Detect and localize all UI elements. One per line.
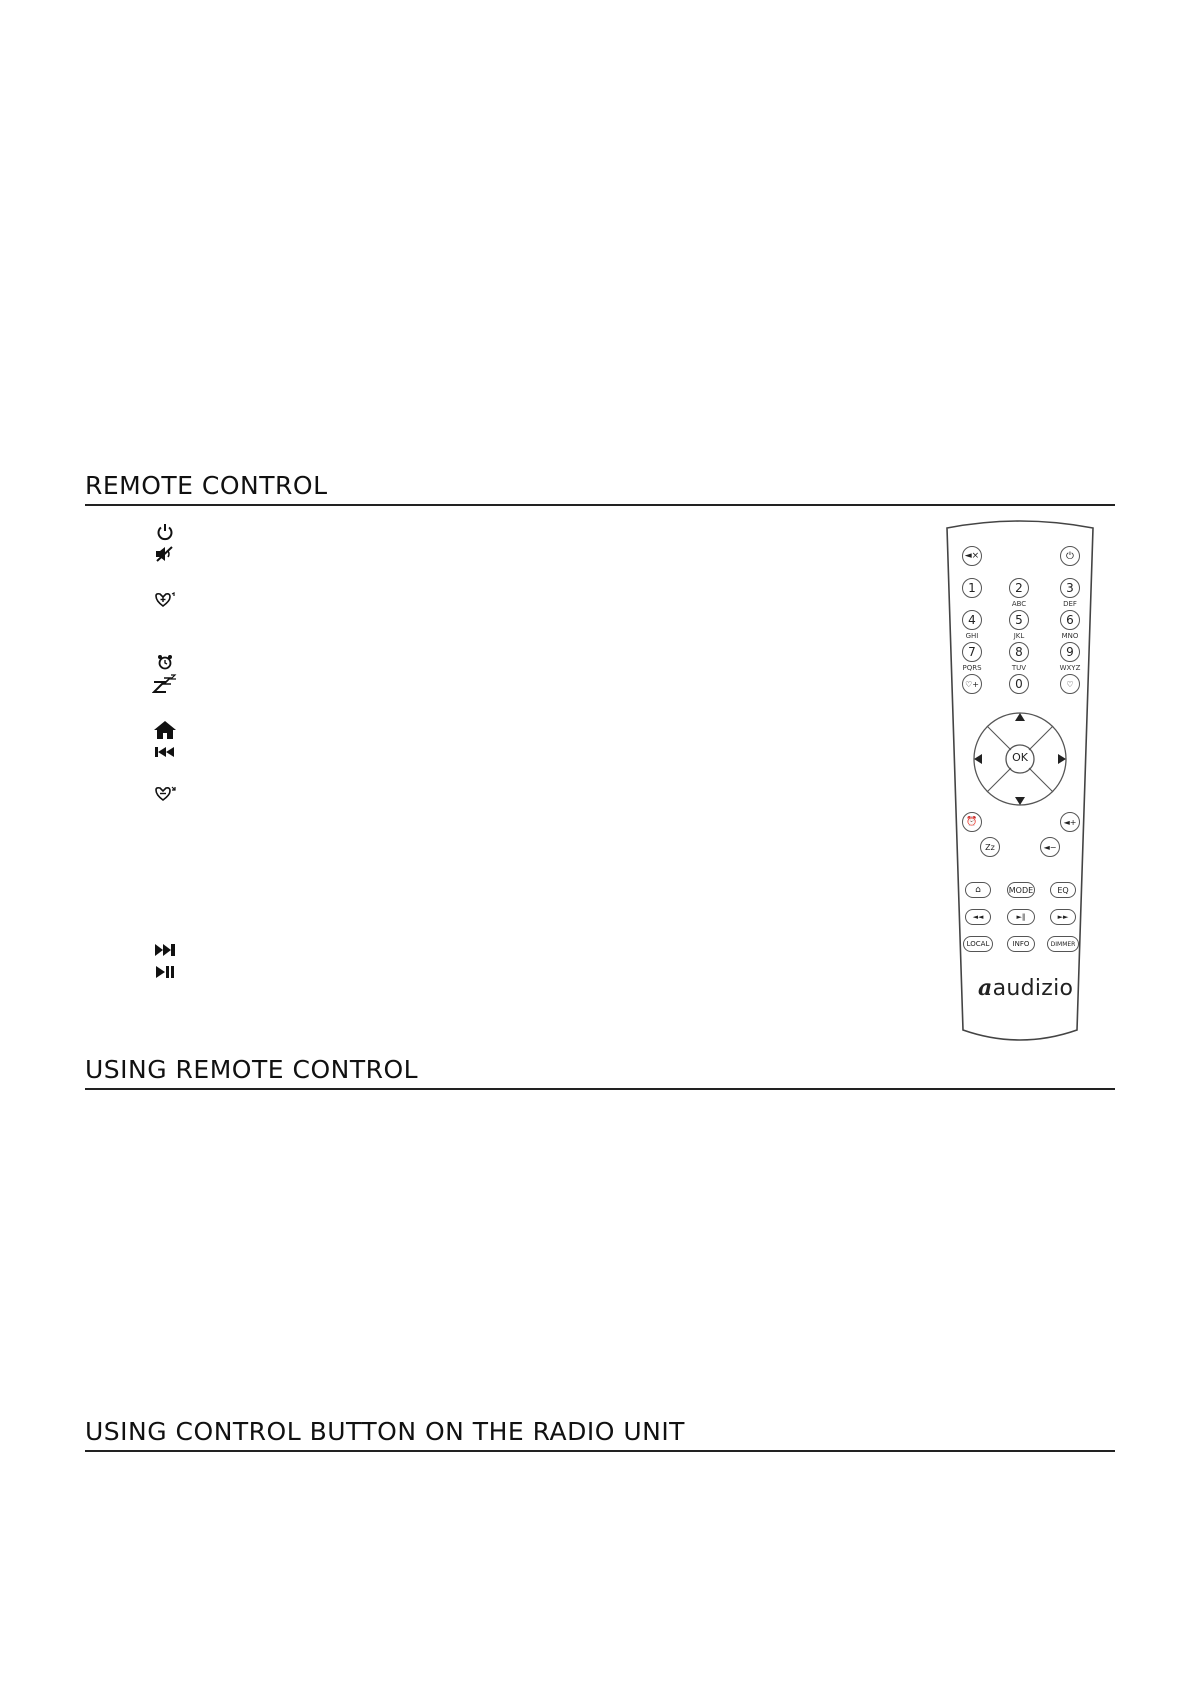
remote-letters-jkl: JKL bbox=[1013, 632, 1025, 640]
remote-sleep-button: Zz bbox=[980, 837, 1000, 857]
power-icon bbox=[150, 520, 180, 544]
remote-letters-pqrs: PQRS bbox=[962, 664, 982, 672]
remote-mode-button: MODE bbox=[1007, 882, 1035, 898]
remote-num-7: 7 bbox=[962, 642, 982, 662]
previous-icon bbox=[150, 740, 180, 764]
remote-num-6: 6 bbox=[1060, 610, 1080, 630]
remote-info-button: INFO bbox=[1007, 936, 1035, 952]
remote-num-8: 8 bbox=[1009, 642, 1029, 662]
remote-ok-label: OK bbox=[1012, 751, 1028, 764]
remote-dimmer-button: DIMMER bbox=[1047, 936, 1079, 952]
remote-volume-up-button: ◄+ bbox=[1060, 812, 1080, 832]
remote-letters-wxyz: WXYZ bbox=[1059, 664, 1081, 672]
remote-letters-tuv: TUV bbox=[1011, 664, 1027, 672]
remote-num-0: 0 bbox=[1009, 674, 1029, 694]
mute-icon bbox=[150, 542, 180, 566]
alarm-icon bbox=[150, 650, 180, 674]
section-title-control-button-radio-unit: USING CONTROL BUTTON ON THE RADIO UNIT bbox=[85, 1418, 1115, 1452]
remote-num-4: 4 bbox=[962, 610, 982, 630]
audizio-logo: aaudizio bbox=[978, 975, 1074, 1001]
preset-recall-icon bbox=[150, 782, 180, 806]
remote-previous-button: ◄◄ bbox=[965, 909, 991, 925]
remote-control-illustration bbox=[945, 520, 1095, 1048]
remote-power-button: ⏻ bbox=[1060, 546, 1080, 566]
remote-num-5: 5 bbox=[1009, 610, 1029, 630]
remote-volume-down-button: ◄− bbox=[1040, 837, 1060, 857]
remote-num-1: 1 bbox=[962, 578, 982, 598]
remote-letters-mno: MNO bbox=[1061, 632, 1079, 640]
remote-home-button: ⌂ bbox=[965, 882, 991, 898]
remote-play-pause-button: ►‖ bbox=[1007, 909, 1035, 925]
remote-eq-button: EQ bbox=[1050, 882, 1076, 898]
preset-add-icon bbox=[150, 588, 180, 612]
remote-mute-button: ◄× bbox=[962, 546, 982, 566]
play-pause-icon bbox=[150, 960, 180, 984]
home-icon bbox=[150, 718, 180, 742]
remote-alarm-button: ⏰ bbox=[962, 812, 982, 832]
remote-preset-add-button: ♡+ bbox=[962, 674, 982, 694]
sleep-icon bbox=[150, 672, 180, 696]
section-title-using-remote-control: USING REMOTE CONTROL bbox=[85, 1056, 1115, 1090]
remote-letters-abc: ABC bbox=[1011, 600, 1027, 608]
remote-letters-def: DEF bbox=[1063, 600, 1077, 608]
remote-letters-ghi: GHI bbox=[965, 632, 979, 640]
remote-num-2: 2 bbox=[1009, 578, 1029, 598]
remote-next-button: ►► bbox=[1050, 909, 1076, 925]
remote-num-3: 3 bbox=[1060, 578, 1080, 598]
remote-local-button: LOCAL bbox=[963, 936, 993, 952]
remote-num-9: 9 bbox=[1060, 642, 1080, 662]
remote-icon-legend bbox=[150, 520, 210, 1000]
next-icon bbox=[150, 938, 180, 962]
remote-preset-recall-button: ♡ bbox=[1060, 674, 1080, 694]
section-title-remote-control: REMOTE CONTROL bbox=[85, 472, 1115, 506]
